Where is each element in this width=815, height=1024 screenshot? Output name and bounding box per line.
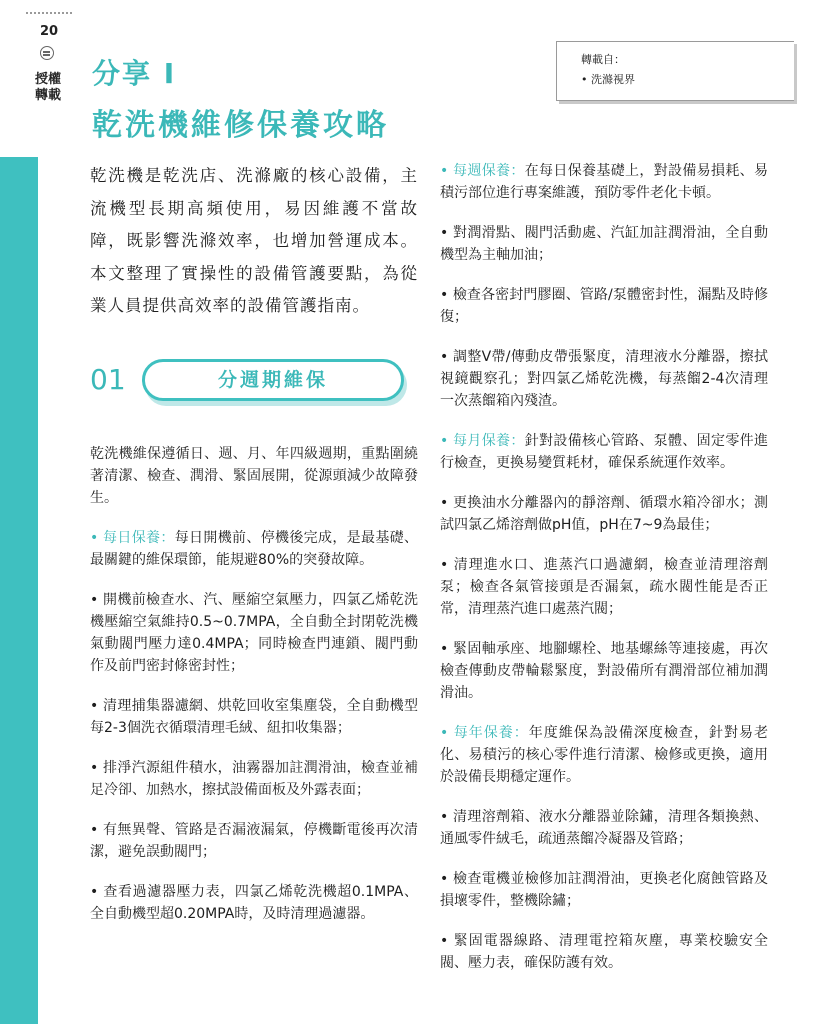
page-number: 20	[39, 24, 59, 39]
source-box	[556, 41, 794, 101]
section-header	[90, 359, 418, 409]
list-item: • 更換油水分離器內的靜溶劑、循環水箱冷卻水；測試四氯乙烯溶劑做pH值，pH在7~9為最佳；	[440, 495, 768, 533]
weekly-label: • 每週保養：	[440, 163, 525, 179]
source-item: • 洗滌視界	[581, 73, 635, 86]
list-item: • 排淨汽源組件積水，油霧器加註潤滑油，檢查並補足冷卻、加熱水，擦拭設備面板及外露表面；	[90, 759, 418, 798]
monthly-paragraph	[440, 430, 768, 474]
list-item: • 緊固電器線路、清理電控箱灰塵，專業校驗安全閥、壓力表，確保防護有效。	[440, 933, 768, 971]
side-tab	[0, 0, 72, 157]
list-item: • 清理捕集器濾網、烘乾回收室集塵袋，全自動機型每2-3個洗衣循環清理毛絨、紐扣收集器；	[90, 697, 418, 736]
list-item: • 對潤滑點、閥門活動處、汽缸加註潤滑油，全自動機型為主軸加油；	[440, 225, 768, 263]
monthly-label: • 每月保養：	[440, 433, 525, 449]
yearly-paragraph	[440, 722, 768, 788]
list-item: • 有無異聲、管路是否漏液漏氣，停機斷電後再次清潔，避免誤動閥門；	[90, 821, 418, 860]
list-item: • 查看過濾器壓力表，四氯乙烯乾洗機超0.1MPA、全自動機型超0.20MPA時，及時清理過濾器。	[90, 883, 418, 922]
dotted-rule	[26, 12, 72, 14]
list-item: • 檢查各密封門膠圈、管路/泵體密封性，漏點及時修復；	[440, 287, 768, 325]
section-intro: 乾洗機維保遵循日、週、月、年四級週期，重點圍繞著清潔、檢查、潤滑、緊固展開，從源頭減少故障發生。	[90, 445, 418, 506]
yearly-text: 年度維保為設備深度檢查，針對易老化、易積污的核心零件進行清潔、檢修或更換，適用於設備長期穩定運作。	[440, 725, 768, 785]
intro-paragraph: 乾洗機是乾洗店、洗滌廠的核心設備，主流機型長期高頻使用，易因維護不當故障，既影響洗滌效率，也增加營運成本。本文整理了實操性的設備管護要點，為從業人員提供高效率的設備管護指南。	[90, 166, 418, 315]
side-category-label: 授權轉載	[35, 72, 62, 103]
right-column	[440, 160, 768, 992]
list-item: • 清理進水口、進蒸汽口過濾網，檢查並清理溶劑泵；檢查各氣管接頭是否漏氣，疏水閥性能是否正常，清理蒸汽進口處蒸汽閥；	[440, 557, 768, 617]
section-title: 分週期維保	[142, 359, 404, 401]
daily-text: 每日開機前、停機後完成，是最基礎、最關鍵的維保環節，能規避80%的突發故障。	[90, 529, 418, 568]
document-icon	[40, 46, 54, 60]
monthly-text: 針對設備核心管路、泵體、固定零件進行檢查，更換易變質耗材，確保系統運作效率。	[440, 433, 768, 471]
source-label: 轉載自：	[581, 53, 625, 66]
daily-label: • 每日保養：	[90, 529, 175, 546]
list-item: • 緊固軸承座、地腳螺栓、地基螺絲等連接處，再次檢查傳動皮帶輪鬆緊度，對設備所有潤滑部位補加潤滑油。	[440, 641, 768, 701]
section-number: 01	[90, 362, 126, 396]
weekly-paragraph	[440, 160, 768, 204]
page-title: 乾洗機維修保養攻略	[92, 108, 389, 143]
yearly-label: • 每年保養：	[440, 725, 529, 741]
left-column	[90, 160, 418, 943]
list-item: • 調整V帶/傳動皮帶張緊度，清理液水分離器，擦拭視鏡觀察孔；對四氯乙烯乾洗機，每蒸餾2-4次清理一次蒸餾箱內殘渣。	[440, 349, 768, 409]
weekly-text: 在每日保養基礎上，對設備易損耗、易積污部位進行專案維護，預防零件老化卡頓。	[440, 163, 768, 201]
list-item: • 開機前檢查水、汽、壓縮空氣壓力，四氯乙烯乾洗機壓縮空氣維持0.5~0.7MPA，全自動全封閉乾洗機氣動閥門壓力達0.4MPA；同時檢查門連鎖、閥門動作及前門密封條密封性；	[90, 591, 418, 674]
list-item: • 清理溶劑箱、液水分離器並除鏽，清理各類換熱、通風零件絨毛，疏通蒸餾冷凝器及管路；	[440, 809, 768, 847]
list-item: • 檢查電機並檢修加註潤滑油，更換老化腐蝕管路及損壞零件，整機除鏽；	[440, 871, 768, 909]
daily-paragraph	[90, 527, 418, 571]
kicker-title: 分享 I	[92, 57, 177, 90]
